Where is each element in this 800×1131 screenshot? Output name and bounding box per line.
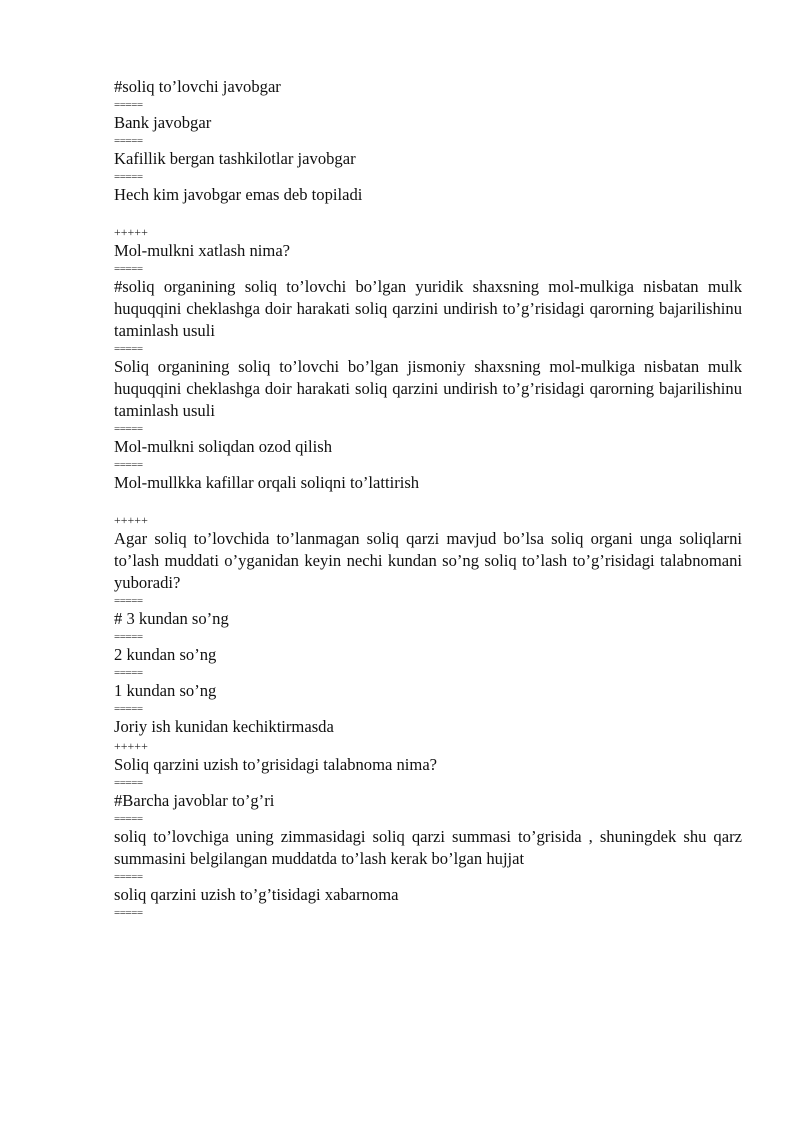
question-separator: +++++ bbox=[114, 225, 148, 239]
answer-option: Hech kim javobgar emas deb topiladi bbox=[114, 185, 363, 204]
answer-option: Kafillik bergan tashkilotlar javobgar bbox=[114, 149, 356, 168]
answer-option: Joriy ish kunidan kechiktirmasda bbox=[114, 717, 334, 736]
answer-option: soliq to’lovchiga uning zimmasidagi soliq qarzi summasi to’grisida , shuningdek shu qarz summasini belgilangan muddatda to’lash kerak bo’lgan hujjat bbox=[114, 827, 742, 868]
answer-separator: ===== bbox=[114, 667, 143, 679]
question-separator: +++++ bbox=[114, 513, 148, 527]
answer-separator: ===== bbox=[114, 871, 143, 883]
answer-option: Soliq organining soliq to’lovchi bo’lgan jismoniy shaxsning mol-mulkiga nisbatan mulk huquqqini cheklashga doir harakati soliq qarzini undirish to’g’risidagi qarorning bajarilishinu taminlash usuli bbox=[114, 357, 742, 420]
answer-separator: ===== bbox=[114, 703, 143, 715]
answer-separator: ===== bbox=[114, 263, 143, 275]
answer-separator: ===== bbox=[114, 423, 143, 435]
answer-option: 1 kundan so’ng bbox=[114, 681, 217, 700]
answer-option: #soliq to’lovchi javobgar bbox=[114, 77, 281, 96]
answer-option: Mol-mulkni soliqdan ozod qilish bbox=[114, 437, 333, 456]
answer-separator: ===== bbox=[114, 459, 143, 471]
document-page bbox=[114, 76, 742, 920]
answer-separator: ===== bbox=[114, 99, 143, 111]
answer-option: #Barcha javoblar to’g’ri bbox=[114, 791, 275, 810]
answer-option: Mol-mullkka kafillar orqali soliqni to’lattirish bbox=[114, 473, 420, 492]
question-text: Soliq qarzini uzish to’grisidagi talabnoma nima? bbox=[114, 755, 438, 774]
answer-separator: ===== bbox=[114, 171, 143, 183]
answer-separator: ===== bbox=[114, 135, 143, 147]
answer-option: # 3 kundan so’ng bbox=[114, 609, 229, 628]
answer-separator: ===== bbox=[114, 631, 143, 643]
answer-separator: ===== bbox=[114, 777, 143, 789]
question-text: Mol-mulkni xatlash nima? bbox=[114, 241, 291, 260]
answer-separator: ===== bbox=[114, 595, 143, 607]
answer-option: soliq qarzini uzish to’g’tisidagi xabarnoma bbox=[114, 885, 399, 904]
answer-option: #soliq organining soliq to’lovchi bo’lgan yuridik shaxsning mol-mulkiga nisbatan mulk huquqqini cheklashga doir harakati soliq qarzini undirish to’g’risidagi qarorning bajarilishinu taminlash usuli bbox=[114, 277, 742, 340]
answer-option: Bank javobgar bbox=[114, 113, 212, 132]
question-text: Agar soliq to’lovchida to’lanmagan soliq qarzi mavjud bo’lsa soliq organi unga soliqlarni to’lash muddati o’yganidan keyin nechi kundan so’ng soliq to’lash to’g’risidagi talabnomani yuboradi? bbox=[114, 529, 742, 592]
question-separator: +++++ bbox=[114, 739, 148, 753]
answer-separator: ===== bbox=[114, 343, 143, 355]
answer-separator: ===== bbox=[114, 813, 143, 825]
answer-option: 2 kundan so’ng bbox=[114, 645, 217, 664]
answer-separator: ===== bbox=[114, 907, 143, 919]
